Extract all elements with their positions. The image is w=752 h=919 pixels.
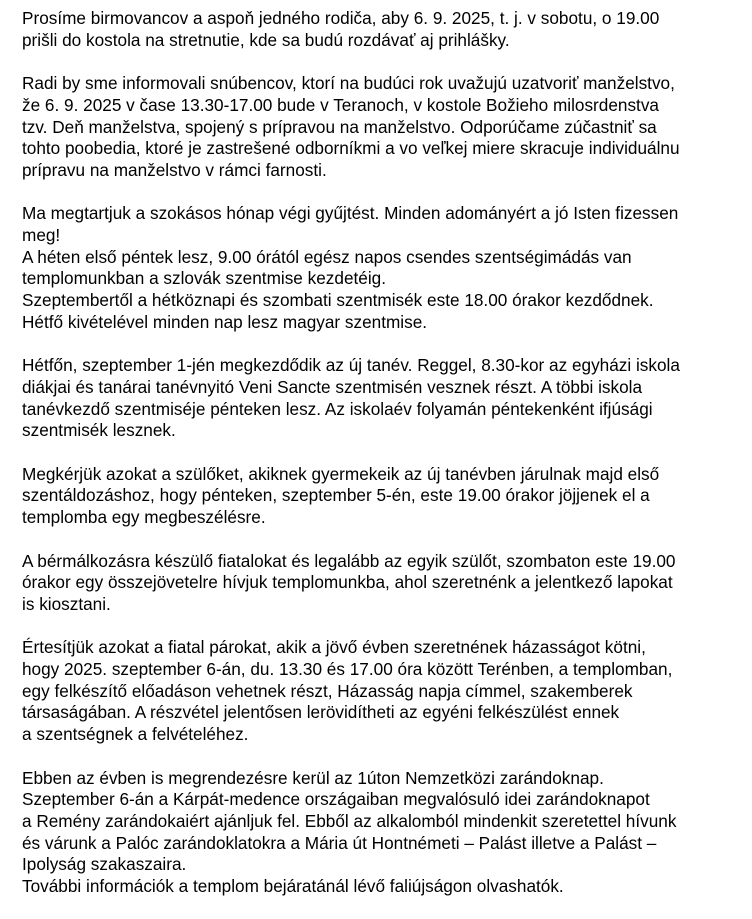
text-line: és várunk a Palóc zarándoklatokra a Mária út Hontnémeti – Palást illetve a Palást – [22,832,657,853]
text-line: Megkérjük azokat a szülőket, akiknek gyermekeik az új tanévben járulnak majd első [22,463,660,484]
text-line: órakor egy összejövetelre hívjuk templomunkba, ahol szeretnénk a jelentkező lapokat [22,572,673,593]
paragraph-zarandoknap [22,768,746,898]
text-line: szentmisék lesznek. [22,420,176,441]
text-line: prípravu na manželstvo v rámci farnosti. [22,159,327,180]
paragraph-tanev [22,355,746,442]
text-line: Radi by sme informovali snúbencov, ktorí na budúci rok uvažujú uzatvoriť manželstvo, [22,73,675,94]
text-line: templomba egy megbeszélésre. [22,507,266,528]
text-line: is kiosztani. [22,593,111,614]
text-line: egy felkészítő előadáson vehetnek részt, Házasság napja címmel, szakemberek [22,680,633,701]
paragraph-bermalkozas [22,551,746,616]
text-line: A bérmálkozásra készülő fiatalokat és legalább az egyik szülőt, szombaton este 19.00 [22,550,676,571]
text-line: templomunkban a szlovák szentmise kezdetéig. [22,268,386,289]
text-line: társaságában. A részvétel jelentősen lerövidítheti az egyéni felkészülést ennek [22,702,620,723]
text-line: Prosíme birmovancov a aspoň jedného rodiča, aby 6. 9. 2025, t. j. v sobotu, o 19.00 [22,8,660,28]
text-line: hogy 2025. szeptember 6-án, du. 13.30 és 17.00 óra között Terénben, a templomban, [22,659,673,679]
text-line: Szeptembertől a hétköznapi és szombati szentmisék este 18.00 órakor kezdődnek. [22,290,654,311]
text-line: Hétfőn, szeptember 1-jén megkezdődik az új tanév. Reggel, 8.30-kor az egyházi iskola [22,355,680,376]
text-line: a szentségnek a felvételéhez. [22,724,249,745]
text-line: prišli do kostola na stretnutie, kde sa budú rozdávať aj prihlášky. [22,29,510,50]
text-line: tanévkezdő szentmiséje pénteken lesz. Az iskolaév folyamán péntekenként ifjúsági [22,398,653,419]
text-line: tohto poobedia, ktoré je zastrešené odborníkmi a vo veľkej miere skracuje individuálnu [22,138,680,159]
paragraph-gyujtes [22,203,746,333]
text-line: Ma megtartjuk a szokásos hónap végi gyűjtést. Minden adományért a jó Isten fizessen [22,203,679,224]
text-line: Ipolyság szakaszaira. [22,854,187,875]
paragraph-birmovanci [22,8,746,51]
text-line: További információk a templom bejáratánál lévő faliújságon olvashatók. [22,876,564,897]
text-line: Ebben az évben is megrendezésre kerül az 1úton Nemzetközi zarándoknap. [22,767,604,788]
announcement-document [22,8,746,919]
text-line: meg! [22,225,61,245]
paragraph-snubenci [22,73,746,182]
text-line: Értesítjük azokat a fiatal párokat, akik a jövő évben szeretnének házasságot kötni, [22,637,646,658]
text-line: a Remény zarándokaiért ajánljuk fel. Ebből az alkalomból mindenkit szeretettel hívunk [22,810,677,831]
text-line: Hétfő kivételével minden nap lesz magyar szentmise. [22,311,428,332]
paragraph-elsoaldozas [22,464,746,529]
text-line: A héten első péntek lesz, 9.00 órától egész napos csendes szentségimádás van [22,246,632,267]
text-line: diákjai és tanárai tanévnyitó Veni Sancte szentmisén vesznek részt. A többi iskola [22,376,643,397]
text-line: szentáldozáshoz, hogy pénteken, szeptember 5-én, este 19.00 órakor jöjjenek el a [22,485,650,506]
text-line: Szeptember 6-án a Kárpát-medence országaiban megvalósuló idei zarándoknapot [22,789,650,810]
paragraph-hazassag [22,637,746,746]
text-line: že 6. 9. 2025 v čase 13.30-17.00 bude v Teranoch, v kostole Božieho milosrdenstva [22,94,659,115]
text-line: tzv. Deň manželstva, spojený s prípravou na manželstvo. Odporúčame zúčastniť sa [22,116,657,137]
